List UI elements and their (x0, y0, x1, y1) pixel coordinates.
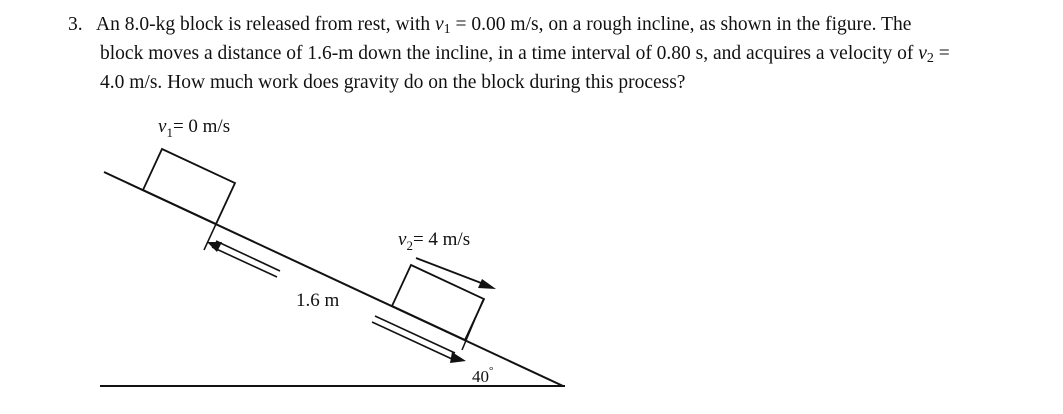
v2-variable: v (918, 43, 927, 64)
distance-arrowhead-right (450, 352, 466, 363)
line1-text-b: = 0.00 m/s, on a rough incline, as shown in the figure. The (450, 14, 912, 35)
v1-label: $v_1= 0$ m/s (158, 116, 231, 140)
v1-subscript: 1 (443, 22, 451, 37)
distance-line-upper-a (216, 241, 280, 271)
line2-text-a: block moves a distance of 1.6-m down the incline, in a time interval of 0.80 s, and acquires a velocity of (100, 43, 919, 64)
problem-number: 3. (68, 14, 83, 35)
problem-line-3: 4.0 m/s. How much work does gravity do on the block during this process? (100, 72, 686, 93)
line1-text-a: An 8.0-kg block is released from rest, with (96, 14, 436, 35)
angle-label: 40° (472, 365, 494, 386)
velocity-arrowhead (478, 279, 496, 289)
distance-label: 1.6 m (296, 290, 340, 311)
v2-label: $v_2= 4$ m/s (398, 229, 471, 253)
distance-line-lower-a (212, 247, 277, 277)
line2-text-b: = (933, 43, 950, 64)
v1-variable: v (435, 14, 444, 35)
v2-subscript: 2 (926, 51, 934, 66)
block-start (143, 149, 235, 224)
